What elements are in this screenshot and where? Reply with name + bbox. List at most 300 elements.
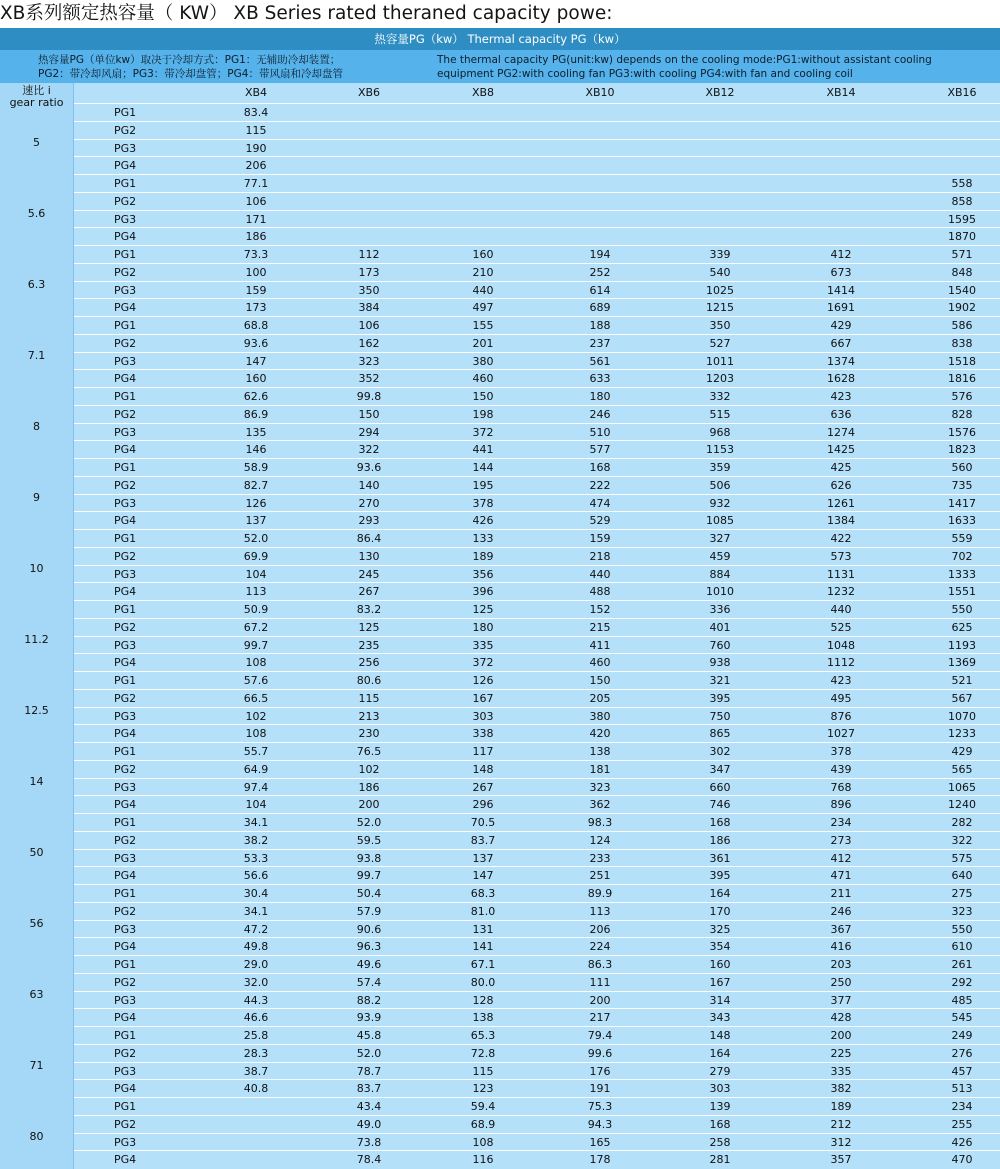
capacity-cell-xb8: [438, 104, 528, 121]
capacity-cell-xb10: 206: [589, 922, 611, 936]
capacity-cell-xb8: [438, 140, 528, 157]
cooling-mode-cell: PG1: [114, 390, 137, 403]
capacity-cell-xb16: [917, 122, 1000, 139]
capacity-cell-xb14: 495: [830, 691, 852, 705]
capacity-cell-xb16: 550: [951, 603, 973, 616]
capacity-cell-xb12: 321: [709, 674, 731, 687]
table-row: [74, 103, 1000, 121]
capacity-cell-xb10: 323: [589, 780, 611, 794]
capacity-cell-xb10: 411: [589, 638, 611, 652]
capacity-cell-xb8: 68.3: [470, 887, 496, 900]
capacity-cell-xb10: 188: [589, 319, 611, 332]
capacity-cell-xb6: 173: [358, 265, 380, 279]
table-row: [74, 778, 1000, 796]
capacity-cell-xb6: 43.4: [356, 1100, 382, 1113]
cooling-mode-cell: PG3: [114, 638, 137, 652]
capacity-cell-xb8: [438, 157, 528, 174]
cooling-mode-cell: PG1: [114, 1100, 137, 1113]
table-row: [74, 423, 1000, 441]
page-title: XB系列额定热容量（ KW） XB Series rated theraned capacity powe:: [0, 3, 613, 24]
gear-ratio-label: 9: [33, 490, 40, 504]
capacity-cell-xb10: 460: [589, 656, 611, 670]
capacity-cell-xb6: 102: [358, 762, 380, 776]
capacity-cell-xb4: 102: [245, 709, 267, 723]
capacity-cell-xb12: 750: [709, 709, 731, 723]
capacity-cell-xb6: 106: [358, 319, 380, 332]
capacity-cell-xb8: 189: [472, 549, 494, 563]
table-row: [74, 547, 1000, 565]
capacity-cell-xb12: 325: [709, 922, 731, 936]
table-row: [74, 955, 1000, 973]
capacity-cell-xb8: 167: [472, 691, 494, 705]
cooling-mode-cell: PG2: [114, 975, 137, 989]
table-row: [74, 813, 1000, 831]
capacity-cell-xb14: 1628: [827, 372, 855, 386]
capacity-cell-xb10: 168: [589, 461, 611, 474]
cooling-mode-cell: PG1: [114, 958, 137, 971]
capacity-cell-xb12: 170: [709, 904, 731, 918]
table-row: [74, 636, 1000, 654]
capacity-cell-xb12: [675, 193, 765, 210]
cooling-mode-cell: PG3: [114, 851, 137, 865]
capacity-cell-xb4: 159: [245, 283, 267, 297]
capacity-cell-xb6: 384: [358, 301, 380, 315]
table-row: [74, 671, 1000, 689]
capacity-cell-xb4: 77.1: [243, 177, 269, 190]
capacity-cell-xb14: 429: [830, 319, 852, 332]
column-header-xb14: XB14: [826, 86, 856, 99]
capacity-cell-xb8: 460: [472, 372, 494, 386]
capacity-cell-xb8: 70.5: [470, 816, 496, 829]
capacity-cell-xb12: [675, 140, 765, 157]
capacity-cell-xb12: 938: [709, 656, 731, 670]
capacity-cell-xb14: 1274: [827, 425, 855, 439]
capacity-cell-xb14: 273: [830, 833, 852, 847]
capacity-cell-xb12: 168: [709, 1117, 731, 1131]
table-row: [74, 352, 1000, 370]
column-header-xb16: XB16: [947, 86, 977, 99]
cooling-mode-cell: PG3: [114, 1135, 137, 1149]
capacity-cell-xb16: 559: [951, 532, 973, 545]
gear-ratio-label: 10: [29, 561, 44, 575]
capacity-cell-xb12: 459: [709, 549, 731, 563]
capacity-cell-xb12: [675, 211, 765, 228]
gear-ratio-header-en: gear ratio: [9, 96, 64, 109]
capacity-cell-xb8: 440: [472, 283, 494, 297]
capacity-cell-xb10: 252: [589, 265, 611, 279]
capacity-cell-xb16: 848: [951, 265, 973, 279]
capacity-cell-xb14: 1414: [827, 283, 855, 297]
capacity-cell-xb16: 858: [951, 194, 973, 208]
capacity-cell-xb8: 150: [472, 390, 494, 403]
capacity-cell-xb12: 932: [709, 496, 731, 510]
capacity-cell-xb6: 322: [358, 443, 380, 457]
capacity-cell-xb12: 336: [709, 603, 731, 616]
capacity-cell-xb14: 667: [830, 336, 852, 350]
capacity-table: [0, 83, 1000, 1169]
table-row: [74, 1026, 1000, 1044]
capacity-cell-xb16: 560: [951, 461, 973, 474]
capacity-cell-xb4: 135: [245, 425, 267, 439]
capacity-cell-xb10: [555, 211, 645, 228]
capacity-cell-xb4: 40.8: [243, 1082, 269, 1096]
capacity-cell-xb6: 162: [358, 336, 380, 350]
capacity-cell-xb10: 488: [589, 585, 611, 599]
capacity-cell-xb12: 1011: [706, 354, 734, 368]
gear-ratio-label: 63: [29, 987, 44, 1001]
capacity-cell-xb8: 441: [472, 443, 494, 457]
capacity-cell-xb10: 86.3: [587, 958, 613, 971]
capacity-cell-xb4: 30.4: [243, 887, 269, 900]
capacity-cell-xb12: 1153: [706, 443, 734, 457]
capacity-cell-xb8: 133: [472, 532, 494, 545]
capacity-cell-xb8: 426: [472, 514, 494, 528]
cooling-mode-cell: PG3: [114, 709, 137, 723]
capacity-cell-xb10: 577: [589, 443, 611, 457]
capacity-cell-xb12: 359: [709, 461, 731, 474]
capacity-cell-xb14: [796, 228, 886, 245]
capacity-cell-xb6: [324, 104, 414, 121]
capacity-cell-xb4: 186: [245, 230, 267, 244]
capacity-cell-xb4: 64.9: [243, 762, 269, 776]
table-row: [74, 742, 1000, 760]
capacity-cell-xb14: 1691: [827, 301, 855, 315]
capacity-cell-xb14: 211: [830, 887, 852, 900]
cooling-mode-cell: PG2: [114, 265, 137, 279]
capacity-cell-xb14: 471: [830, 869, 852, 883]
table-row: [74, 653, 1000, 671]
capacity-cell-xb6: 294: [358, 425, 380, 439]
cooling-mode-cell: PG2: [114, 194, 137, 208]
capacity-cell-xb10: 178: [589, 1153, 611, 1167]
capacity-cell-xb8: 67.1: [470, 958, 496, 971]
table-row: [74, 831, 1000, 849]
capacity-cell-xb10: 159: [589, 532, 611, 545]
capacity-cell-xb16: 521: [951, 674, 973, 687]
capacity-cell-xb6: 267: [358, 585, 380, 599]
gear-ratio-label: 14: [29, 774, 44, 788]
capacity-cell-xb6: 99.7: [356, 869, 382, 883]
cooling-mode-cell: PG1: [114, 887, 137, 900]
capacity-cell-xb4: 106: [245, 194, 267, 208]
table-row: [74, 866, 1000, 884]
capacity-cell-xb8: 81.0: [470, 904, 496, 918]
capacity-cell-xb4: 108: [245, 727, 267, 741]
capacity-cell-xb8: 338: [472, 727, 494, 741]
gear-ratio-label: 8: [33, 419, 40, 433]
capacity-cell-xb14: 378: [830, 745, 852, 758]
table-row: [74, 1133, 1000, 1151]
capacity-cell-xb4: 69.9: [243, 549, 269, 563]
capacity-cell-xb4: 206: [245, 159, 267, 173]
capacity-cell-xb16: 426: [951, 1135, 973, 1149]
capacity-cell-xb12: [675, 228, 765, 245]
capacity-cell-xb6: 186: [358, 780, 380, 794]
cooling-mode-cell: PG2: [114, 407, 137, 421]
capacity-cell-xb8: 210: [472, 265, 494, 279]
capacity-cell-xb8: 335: [472, 638, 494, 652]
capacity-cell-xb12: 160: [709, 958, 731, 971]
capacity-cell-xb14: 382: [830, 1082, 852, 1096]
capacity-cell-xb12: 343: [709, 1011, 731, 1025]
capacity-cell-xb10: 474: [589, 496, 611, 510]
capacity-cell-xb6: 52.0: [356, 816, 382, 829]
capacity-cell-xb6: [324, 122, 414, 139]
capacity-cell-xb14: 250: [830, 975, 852, 989]
table-row: [74, 281, 1000, 299]
gear-ratio-label: 5.6: [27, 206, 46, 220]
capacity-cell-xb10: 165: [589, 1135, 611, 1149]
capacity-cell-xb14: 425: [830, 461, 852, 474]
capacity-cell-xb16: 1065: [948, 780, 976, 794]
capacity-cell-xb12: 540: [709, 265, 731, 279]
capacity-cell-xb16: 292: [951, 975, 973, 989]
capacity-cell-xb8: 195: [472, 478, 494, 492]
capacity-cell-xb6: 45.8: [356, 1029, 382, 1042]
cooling-mode-cell: PG3: [114, 283, 137, 297]
capacity-cell-xb12: [675, 104, 765, 121]
capacity-cell-xb4: 46.6: [243, 1011, 269, 1025]
capacity-cell-xb16: 485: [951, 993, 973, 1007]
capacity-cell-xb14: 428: [830, 1011, 852, 1025]
cooling-mode-cell: PG3: [114, 141, 137, 155]
table-row: [74, 298, 1000, 316]
capacity-cell-xb4: 171: [245, 212, 267, 226]
capacity-cell-xb14: 225: [830, 1046, 852, 1060]
capacity-cell-xb14: 1027: [827, 727, 855, 741]
cooling-mode-cell: PG4: [114, 940, 137, 954]
capacity-cell-xb16: 1540: [948, 283, 976, 297]
note-en-line-1: The thermal capacity PG(unit:kw) depends on the cooling mode:PG1:without assistant cooling: [437, 54, 932, 66]
capacity-cell-xb10: 150: [589, 674, 611, 687]
cooling-mode-note: [0, 50, 1000, 83]
capacity-cell-xb8: 137: [472, 851, 494, 865]
capacity-cell-xb14: [796, 157, 886, 174]
table-row: [74, 227, 1000, 245]
capacity-cell-xb16: 1823: [948, 443, 976, 457]
capacity-cell-xb14: 423: [830, 390, 852, 403]
capacity-cell-xb10: 215: [589, 620, 611, 634]
capacity-cell-xb14: 367: [830, 922, 852, 936]
capacity-cell-xb12: 865: [709, 727, 731, 741]
table-row: [74, 724, 1000, 742]
capacity-cell-xb10: 237: [589, 336, 611, 350]
capacity-cell-xb12: 350: [709, 319, 731, 332]
capacity-cell-xb4: 34.1: [243, 816, 269, 829]
capacity-cell-xb4: 56.6: [243, 869, 269, 883]
cooling-mode-cell: PG2: [114, 123, 137, 137]
capacity-cell-xb12: 167: [709, 975, 731, 989]
cooling-mode-cell: PG2: [114, 1046, 137, 1060]
capacity-cell-xb14: 1374: [827, 354, 855, 368]
capacity-cell-xb16: 255: [951, 1117, 973, 1131]
capacity-cell-xb4: 108: [245, 656, 267, 670]
capacity-cell-xb10: 689: [589, 301, 611, 315]
capacity-cell-xb6: [324, 193, 414, 210]
capacity-cell-xb16: 575: [951, 851, 973, 865]
cooling-mode-cell: PG2: [114, 478, 137, 492]
capacity-cell-xb6: 57.9: [356, 904, 382, 918]
capacity-cell-xb16: 457: [951, 1064, 973, 1078]
capacity-cell-xb4: [211, 1134, 301, 1151]
capacity-cell-xb14: 1261: [827, 496, 855, 510]
gear-ratio-label: 11.2: [24, 632, 49, 646]
table-row: [74, 618, 1000, 636]
cooling-mode-cell: PG4: [114, 869, 137, 883]
capacity-cell-xb14: [796, 193, 886, 210]
table-row: [74, 156, 1000, 174]
capacity-cell-xb10: [555, 157, 645, 174]
capacity-cell-xb16: 282: [951, 816, 973, 829]
capacity-cell-xb10: 191: [589, 1082, 611, 1096]
capacity-cell-xb12: 1010: [706, 585, 734, 599]
capacity-cell-xb12: 258: [709, 1135, 731, 1149]
capacity-cell-xb14: 335: [830, 1064, 852, 1078]
table-title-band: 热容量PG（kw） Thermal capacity PG（kw）: [0, 28, 1000, 50]
cooling-mode-cell: PG3: [114, 922, 137, 936]
capacity-cell-xb12: 302: [709, 745, 731, 758]
capacity-cell-xb8: [438, 211, 528, 228]
gear-ratio-label: 71: [29, 1058, 44, 1072]
capacity-cell-xb8: 497: [472, 301, 494, 315]
capacity-cell-xb6: [324, 228, 414, 245]
capacity-cell-xb14: 673: [830, 265, 852, 279]
cooling-mode-cell: PG1: [114, 248, 137, 261]
capacity-cell-xb16: 1902: [948, 301, 976, 315]
capacity-cell-xb6: 213: [358, 709, 380, 723]
table-row: [74, 121, 1000, 139]
capacity-cell-xb4: 32.0: [243, 975, 269, 989]
capacity-cell-xb8: 141: [472, 940, 494, 954]
table-row: [74, 139, 1000, 157]
capacity-cell-xb12: 1085: [706, 514, 734, 528]
capacity-cell-xb16: 1369: [948, 656, 976, 670]
capacity-cell-xb12: 1215: [706, 301, 734, 315]
capacity-cell-xb8: 115: [472, 1064, 494, 1078]
cooling-mode-cell: PG4: [114, 301, 137, 315]
capacity-cell-xb4: 137: [245, 514, 267, 528]
capacity-cell-xb8: [438, 175, 528, 192]
cooling-mode-cell: PG1: [114, 1029, 137, 1042]
capacity-cell-xb14: 423: [830, 674, 852, 687]
capacity-cell-xb8: 267: [472, 780, 494, 794]
capacity-cell-xb4: 38.2: [243, 833, 269, 847]
note-cn-line-2: PG2：带冷却风扇；PG3：带冷却盘管；PG4：带风扇和冷却盘管: [38, 68, 343, 80]
cooling-mode-cell: PG4: [114, 798, 137, 812]
capacity-cell-xb14: [796, 104, 886, 121]
capacity-cell-xb4: [211, 1151, 301, 1168]
table-row: [74, 1097, 1000, 1115]
capacity-cell-xb16: 545: [951, 1011, 973, 1025]
cooling-mode-cell: PG1: [114, 106, 137, 119]
capacity-cell-xb14: 189: [830, 1100, 852, 1113]
capacity-cell-xb12: 281: [709, 1153, 731, 1167]
table-row: [74, 920, 1000, 938]
table-row: [74, 245, 1000, 263]
capacity-cell-xb8: 116: [472, 1153, 494, 1167]
table-row: [74, 795, 1000, 813]
capacity-cell-xb8: 160: [472, 248, 494, 261]
capacity-cell-xb16: 571: [951, 248, 973, 261]
capacity-cell-xb12: 506: [709, 478, 731, 492]
capacity-cell-xb14: 439: [830, 762, 852, 776]
column-header-xb8: XB8: [471, 86, 495, 99]
capacity-cell-xb4: 47.2: [243, 922, 269, 936]
capacity-cell-xb8: 155: [472, 319, 494, 332]
cooling-mode-cell: PG2: [114, 833, 137, 847]
capacity-cell-xb6: 96.3: [356, 940, 382, 954]
capacity-cell-xb10: 111: [589, 975, 611, 989]
capacity-cell-xb16: 1576: [948, 425, 976, 439]
cooling-mode-cell: PG1: [114, 532, 137, 545]
capacity-cell-xb6: 80.6: [356, 674, 382, 687]
table-row: [74, 334, 1000, 352]
capacity-cell-xb4: 82.7: [243, 478, 269, 492]
capacity-cell-xb14: 246: [830, 904, 852, 918]
capacity-cell-xb16: 828: [951, 407, 973, 421]
capacity-cell-xb6: 150: [358, 407, 380, 421]
capacity-cell-xb16: 1518: [948, 354, 976, 368]
cooling-mode-cell: PG3: [114, 354, 137, 368]
table-row: [74, 458, 1000, 476]
capacity-cell-xb8: 128: [472, 993, 494, 1007]
capacity-cell-xb8: 138: [472, 1011, 494, 1025]
capacity-cell-xb6: [324, 157, 414, 174]
capacity-cell-xb14: 1048: [827, 638, 855, 652]
capacity-cell-xb8: 378: [472, 496, 494, 510]
cooling-mode-cell: PG4: [114, 1153, 137, 1167]
capacity-cell-xb14: 768: [830, 780, 852, 794]
cooling-mode-cell: PG2: [114, 1117, 137, 1131]
capacity-cell-xb10: 200: [589, 993, 611, 1007]
table-row: [74, 476, 1000, 494]
capacity-cell-xb4: 100: [245, 265, 267, 279]
cooling-mode-cell: PG4: [114, 656, 137, 670]
capacity-cell-xb8: 201: [472, 336, 494, 350]
capacity-cell-xb12: 395: [709, 691, 731, 705]
cooling-mode-cell: PG4: [114, 727, 137, 741]
table-row: [74, 689, 1000, 707]
capacity-cell-xb10: 218: [589, 549, 611, 563]
capacity-cell-xb10: 217: [589, 1011, 611, 1025]
table-row: [74, 192, 1000, 210]
capacity-cell-xb14: 573: [830, 549, 852, 563]
capacity-cell-xb12: [675, 157, 765, 174]
capacity-cell-xb12: 332: [709, 390, 731, 403]
gear-ratio-label: 5: [33, 135, 40, 149]
capacity-cell-xb10: [555, 175, 645, 192]
capacity-cell-xb16: 1193: [948, 638, 976, 652]
capacity-cell-xb6: 130: [358, 549, 380, 563]
table-row: [74, 1150, 1000, 1168]
gear-ratio-column: [0, 83, 74, 1169]
capacity-cell-xb6: 293: [358, 514, 380, 528]
capacity-cell-xb10: 362: [589, 798, 611, 812]
capacity-cell-xb6: 245: [358, 567, 380, 581]
cooling-mode-cell: PG2: [114, 691, 137, 705]
cooling-mode-cell: PG4: [114, 230, 137, 244]
capacity-cell-xb4: 28.3: [243, 1046, 269, 1060]
capacity-cell-xb4: 99.7: [243, 638, 269, 652]
capacity-cell-xb4: 93.6: [243, 336, 269, 350]
capacity-cell-xb12: 186: [709, 833, 731, 847]
capacity-cell-xb14: [796, 211, 886, 228]
capacity-cell-xb6: 99.8: [356, 390, 382, 403]
capacity-cell-xb14: 1425: [827, 443, 855, 457]
table-row: [74, 369, 1000, 387]
capacity-cell-xb4: 67.2: [243, 620, 269, 634]
capacity-cell-xb6: 57.4: [356, 975, 382, 989]
